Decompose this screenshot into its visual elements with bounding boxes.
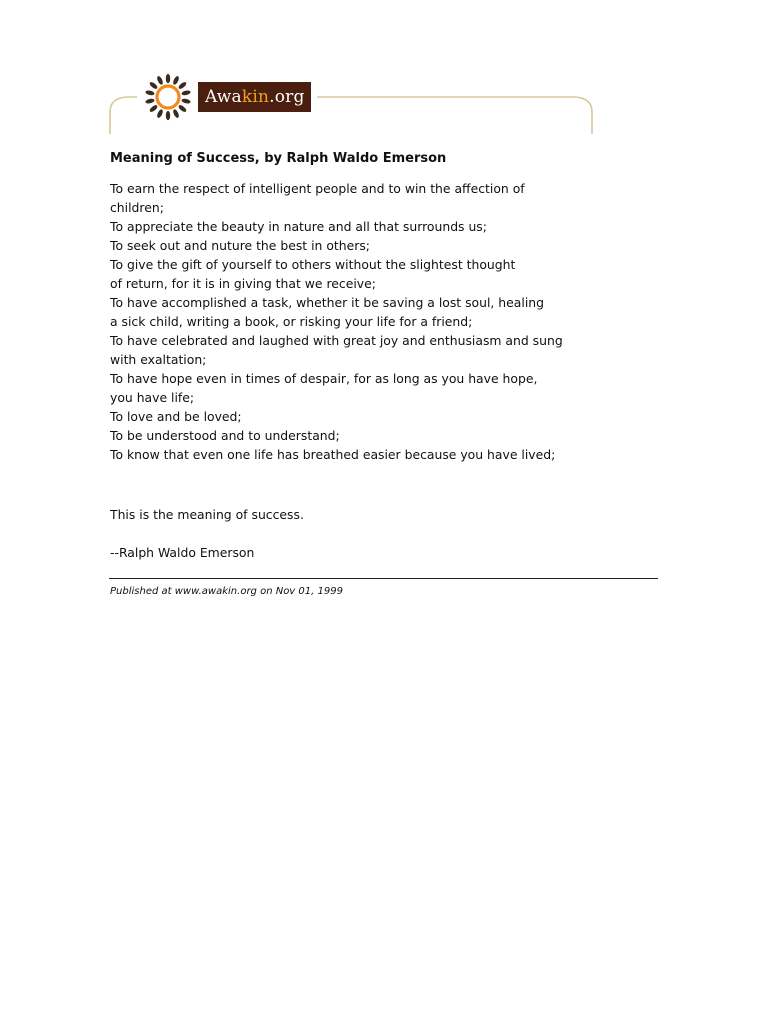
poem-line: To appreciate the beauty in nature and all that surrounds us; [110, 219, 487, 234]
poem-line: To have hope even in times of despair, for as long as you have hope, [110, 371, 538, 386]
footer-divider [109, 578, 658, 579]
sun-ray [166, 111, 170, 120]
sun-ray [177, 81, 187, 90]
sun-ray [172, 109, 180, 119]
poem-line: To be understood and to understand; [110, 428, 340, 443]
poem-line: To give the gift of yourself to others without the slightest thought [110, 257, 516, 272]
poem-line: To know that even one life has breathed easier because you have lived; [110, 447, 556, 462]
sun-ray [166, 74, 170, 83]
logo-wordmark [198, 82, 311, 112]
poem-line: children; [110, 200, 164, 215]
poem-line: of return, for it is in giving that we receive; [110, 276, 376, 291]
logo-text-highlight: kin [241, 87, 270, 107]
article-title: Meaning of Success, by Ralph Waldo Emerson [110, 151, 447, 166]
poem-body [110, 179, 563, 464]
poem-line: To earn the respect of intelligent people and to win the affection of [110, 181, 525, 196]
sun-ray [145, 90, 155, 96]
closing-line: This is the meaning of success. [110, 507, 304, 522]
poem-line: To seek out and nuture the best in others; [110, 238, 370, 253]
sun-ray [145, 98, 155, 104]
sun-ray [149, 81, 159, 90]
poem-line: To love and be loved; [110, 409, 242, 424]
sun-ray [156, 75, 164, 85]
poem-line: you have life; [110, 390, 195, 405]
sun-ray [181, 90, 191, 96]
poem-line: a sick child, writing a book, or risking your life for a friend; [110, 314, 473, 329]
poem-line: with exaltation; [110, 352, 207, 367]
site-logo[interactable] [140, 72, 317, 122]
sun-ray [149, 104, 159, 113]
sun-ray [156, 109, 164, 119]
publication-note: Published at www.awakin.org on Nov 01, 1999 [110, 586, 343, 597]
author-attribution: --Ralph Waldo Emerson [110, 545, 255, 560]
sun-ray [172, 75, 180, 85]
poem-line: To have celebrated and laughed with great joy and enthusiasm and sung [110, 333, 563, 348]
logo-text-suffix: .org [269, 87, 305, 107]
poem-line: To have accomplished a task, whether it be saving a lost soul, healing [110, 295, 544, 310]
logo-text-prefix: Awa [205, 87, 242, 107]
sun-circle-icon [144, 73, 192, 121]
sun-ray [177, 104, 187, 113]
sun-ray [181, 98, 191, 104]
